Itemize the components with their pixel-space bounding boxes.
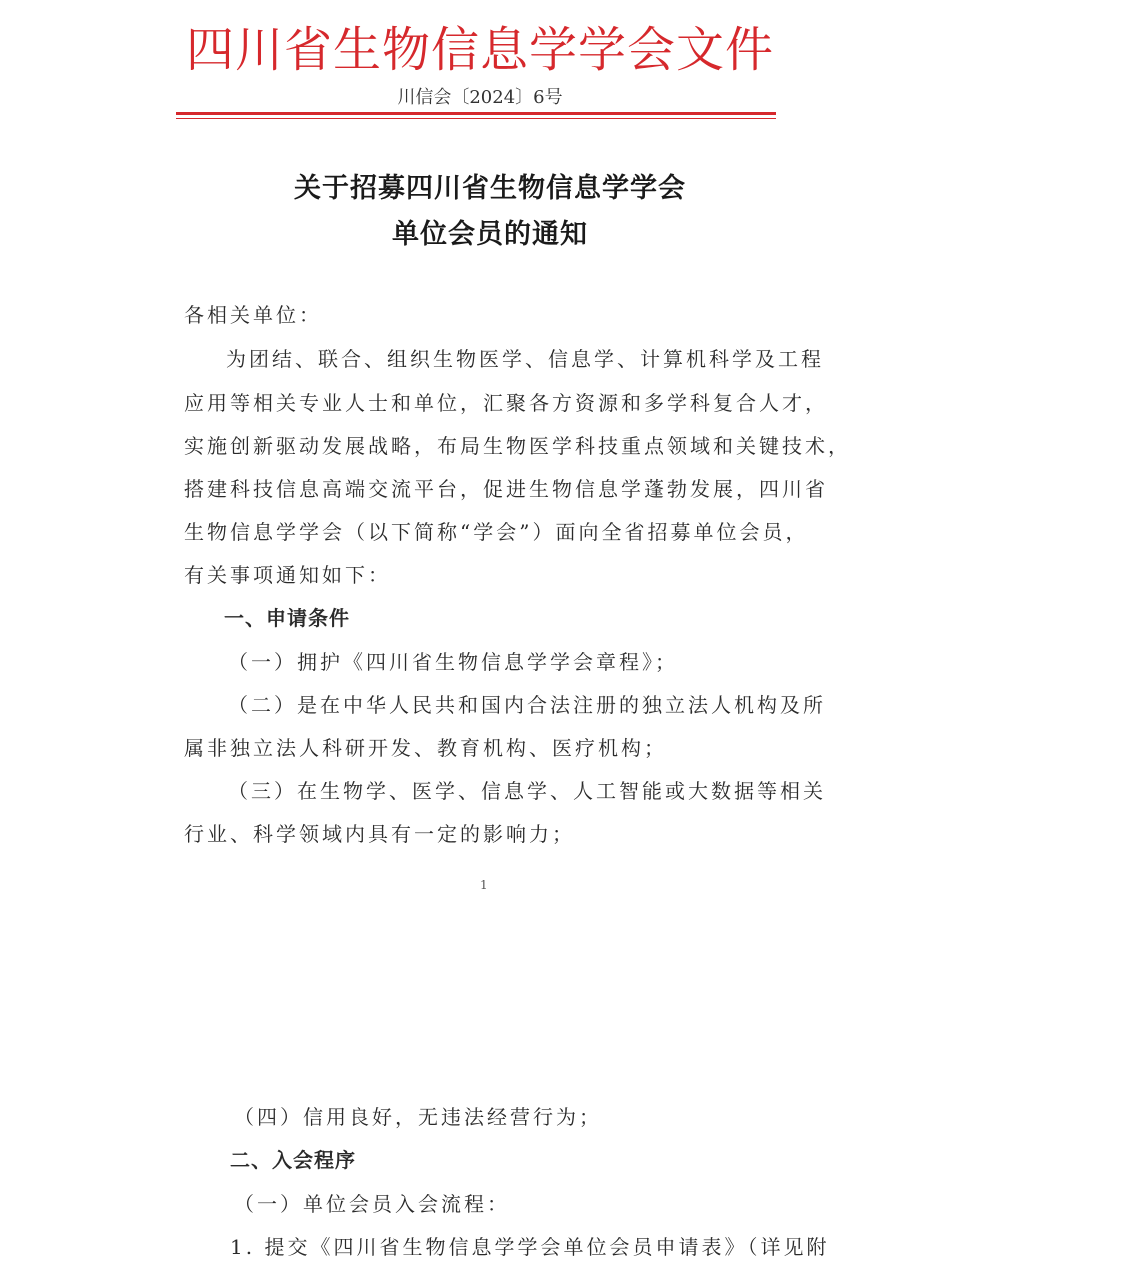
page-break-gap [0,960,1133,1080]
intro-line: 搭建科技信息高端交流平台，促进生物信息学蓬勃发展，四川省 [184,477,828,501]
header-red-rule-thin [176,118,776,119]
condition-line: 属非独立法人科研开发、教育机构、医疗机构； [184,736,667,760]
intro-line: 应用等相关专业人士和单位，汇聚各方资源和多学科复合人才， [184,391,828,415]
condition-line: 行业、科学领域内具有一定的影响力； [184,822,575,846]
salutation: 各相关单位： [184,303,322,327]
document-number: 川信会〔2024〕6号 [397,87,563,108]
intro-line: 为团结、联合、组织生物医学、信息学、计算机科学及工程 [226,347,824,371]
condition-line: （四）信用良好，无违法经营行为； [234,1105,602,1129]
procedure-line: （一）单位会员入会流程： [234,1192,510,1216]
section-heading-procedure: 二、入会程序 [230,1148,356,1172]
intro-line: 有关事项通知如下： [184,563,391,587]
intro-line: 生物信息学学会（以下简称“学会”）面向全省招募单位会员， [184,520,809,544]
notice-title-line-2: 单位会员的通知 [392,219,588,250]
document-header-title: 四川省生物信息学学会文件 [185,22,774,78]
condition-line: （二）是在中华人民共和国内合法注册的独立法人机构及所 [228,693,826,717]
procedure-line: 1. 提交《四川省生物信息学学会单位会员申请表》（详见附 [230,1235,830,1259]
section-heading-requirements: 一、申请条件 [224,606,350,630]
header-red-rule-thick [176,112,776,115]
condition-line: （一）拥护《四川省生物信息学学会章程》； [228,650,678,674]
page-number: 1 [480,878,488,892]
condition-line: （三）在生物学、医学、信息学、人工智能或大数据等相关 [228,779,826,803]
intro-line: 实施创新驱动发展战略，布局生物医学科技重点领域和关键技术， [184,434,851,458]
notice-title-line-1: 关于招募四川省生物信息学学会 [294,173,686,204]
